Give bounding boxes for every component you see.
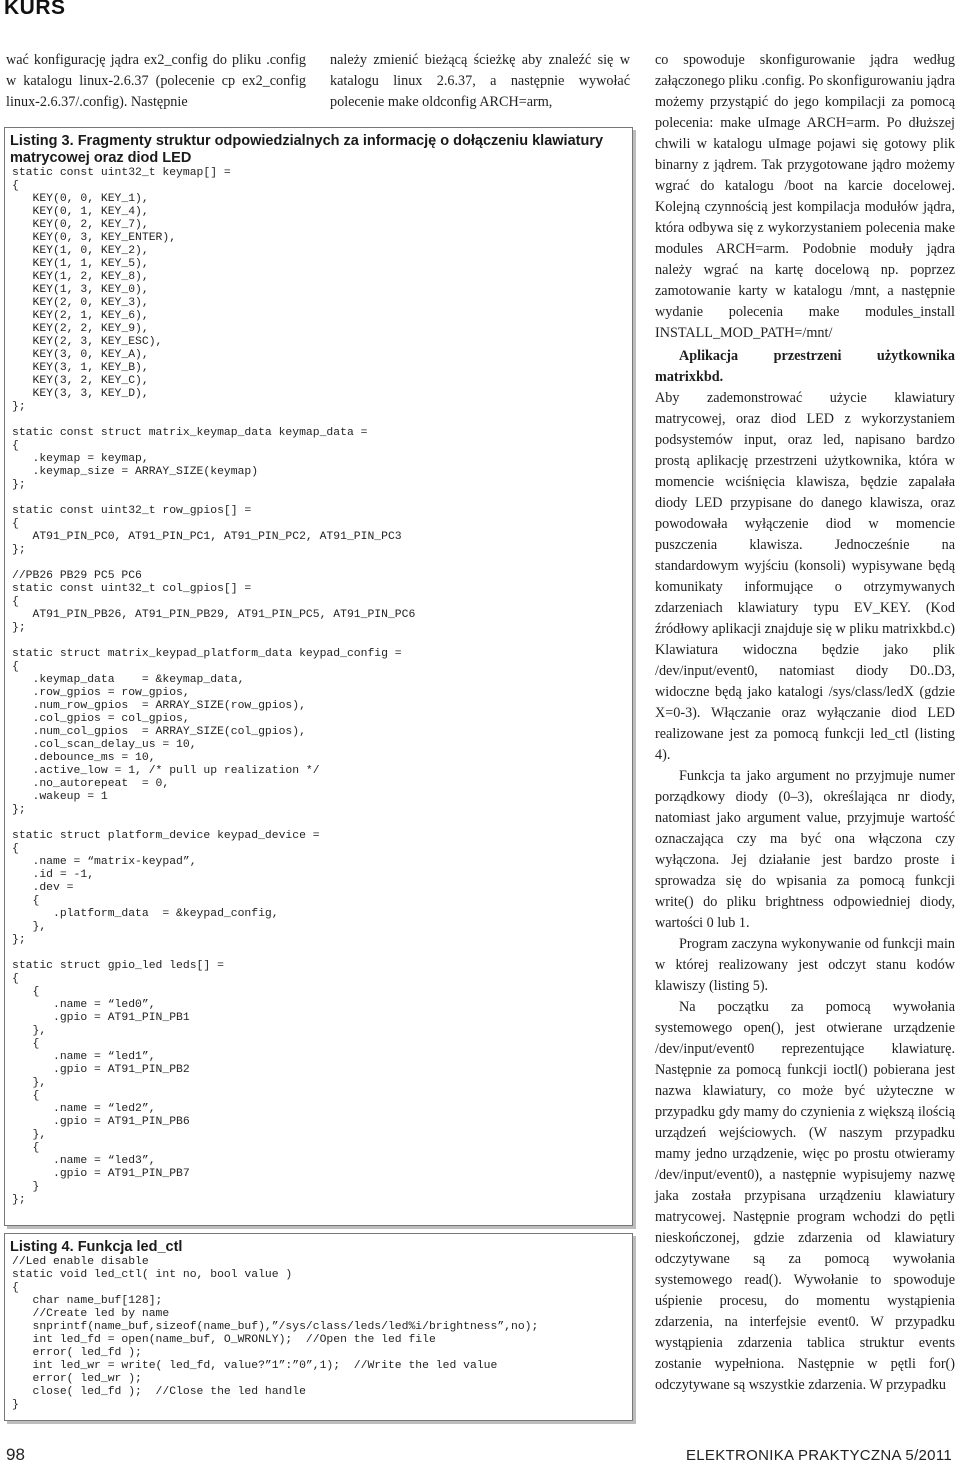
subheading-text: Aplikacja przestrzeni użytkownika matrixkbd. [655,348,955,385]
listing-4-caption: Funkcja led_ctl [77,1239,183,1255]
paragraph: Aby zademonstrować użycie klawiatury matrycowej, oraz diod LED z wykorzystaniem podsystemów input, oraz led, napisano bardzo prostą aplikację przestrzeni użytkownika, która w momencie wciśnięcia klawisza, będzie zapalała diody LED przypisane do danego klawisza, oraz powodowała wyłączenie diod w momencie puszczenia klawisza. Jednocześnie na standardowym wyjściu (konsoli) wypisywane będą komunikaty informujące o otrzymywanych zdarzeniach klawiatury typu EV_KEY. (Kod źródłowy aplikacji znajduje się w pliku matrixkbd.c) Klawiatura widoczna będzie jako plik /dev/input/event0, natomiast diody D0..D3, widoczne będą jako katalogi /sys/class/ledX (gdzie X=0-3). Włączanie oraz wyłączanie diod LED realizowane jest za pomocą funkcji led_ctl (listing 4). [655,390,955,763]
listing-4-code: //Led enable disable static void led_ctl( int no, bool value ) { char name_buf[128]; //Create led by name snprintf(name_buf,sizeof(name_buf),”/sys/class/leds/led%i/brightness”,no); int led_fd = open(name_buf, O_WRONLY); //Open the led file error( led_fd ); int led_wr = write( led_fd, value?”1”:”0”,1); //Write the led value error( led_wr ); close( led_fd ); //Close the led handle } [12,1256,539,1411]
paragraph: Funkcja ta jako argument no przyjmuje numer porządkowy diody (0–3), określająca nr diody, natomiast jako argument value, przyjmuje wartość oznaczająca czy ma być ona włączona czy wyłączona. Jej działanie jest bardzo proste i sprowadza się do wpisania za pomocą funkcji write() do pliku brightness odpowiedniej diody, wartości 0 lub 1. [655,768,955,931]
page-header [0,0,960,22]
magazine-footer: ELEKTRONIKA PRAKTYCZNA 5/2011 [685,1447,952,1464]
listing-4-label: Listing 4. [10,1239,74,1255]
section-title: KURS [4,0,66,19]
subheading [655,346,955,388]
paragraph: Program zaczyna wykonywanie od funkcji main w której realizowany jest odczyt stanu kodów klawiszy (listing 5). [655,936,955,994]
page-number: 98 [6,1445,25,1464]
listing-4-title [10,1239,627,1256]
listing-3-label: Listing 3. [10,133,74,149]
listing-3-box [4,127,633,1226]
listing-3-title [10,133,627,167]
paragraph: należy zmienić bieżącą ścieżkę aby znaleźć się w katalogu linux 2.6.37, a następnie wywołać polecenie make oldconfig ARCH=arm, [330,52,630,110]
paragraph: co spowoduje skonfigurowanie jądra według załączonego pliku .config. Po skonfigurowaniu jądra możemy przystąpić do jego kompilacji za pomocą polecenia: make uImage ARCH=arm. Po dłuższej chwili w katalogu uImage pojawi się gotowy plik binarny z jądrem. Tak przygotowane jądro możemy wgrać do katalogu /boot na karcie docelowej. Kolejną czynnością jest kompilacja modułów jądra, która odbywa się z wykorzystaniem polecenia make modules ARCH=arm. Podobnie moduły jądra należy wgrać na kartę docelową np. poprzez zamotowanie karty w katalogu /mnt, a następnie wydanie polecenia make modules_install INSTALL_MOD_PATH=/mnt/ [655,52,955,341]
listing-3-code: static const uint32_t keymap[] = { KEY(0, 0, KEY_1), KEY(0, 1, KEY_4), KEY(0, 2, KEY_7), KEY(0, 3, KEY_ENTER), KEY(1, 0, KEY_2), KEY(1, 1, KEY_5), KEY(1, 2, KEY_8), KEY(1, 3, KEY_0), KEY(2, 0, KEY_3), KEY(2, 1, KEY_6), KEY(2, 2, KEY_9), KEY(2, 3, KEY_ESC), KEY(3, 0, KEY_A), KEY(3, 1, KEY_B), KEY(3, 2, KEY_C), KEY(3, 3, KEY_D), }; static const struct matrix_keymap_data keymap_data = { .keymap = keymap, .keymap_size = ARRAY_SIZE(keymap) }; static const uint32_t row_gpios[] = { AT91_PIN_PC0, AT91_PIN_PC1, AT91_PIN_PC2, AT91_PIN_PC3 }; //PB26 PB29 PC5 PC6 static const uint32_t col_gpios[] = { AT91_PIN_PB26, AT91_PIN_PB29, AT91_PIN_PC5, AT91_PIN_PC6 }; static struct matrix_keypad_platform_data keypad_config = { .keymap_data = &keymap_data, .row_gpios = row_gpios, .num_row_gpios = ARRAY_SIZE(row_gpios), .col_gpios = col_gpios, .num_col_gpios = ARRAY_SIZE(col_gpios), .col_scan_delay_us = 10, .debounce_ms = 10, .active_low = 1, /* pull up realization */ .no_autorepeat = 0, .wakeup = 1 }; static struct platform_device keypad_device = { .name = “matrix-keypad”, .id = -1, .dev = { .platform_data = &keypad_config, }, }; static struct gpio_led leds[] = { { .name = “led0”, .gpio = AT91_PIN_PB1 }, { .name = “led1”, .gpio = AT91_PIN_PB2 }, { .name = “led2”, .gpio = AT91_PIN_PB6 }, { .name = “led3”, .gpio = AT91_PIN_PB7 } }; [12,167,416,1206]
paragraph: Na początku za pomocą wywołania systemowego open(), jest otwierane urządzenie /dev/input/event0 reprezentujące klawiaturę. Następnie za pomocą funkcji ioctl() pobierana jest nazwa klawiatury, co może być użyteczne w przypadku gdy mamy do czynienia z większą ilością urządzeń wejściowych. (W naszym przypadku mamy jedno urządzenie, więc po prostu otwieramy /dev/input/event0), a następnie wypisujemy nazwę jaka została przypisana urządzeniu klawiatury matrycowej. Następnie program wchodzi do pętli nieskończonej, gdzie zdarzenia od klawiatury odczytywane są za pomocą wywołania systemowego read(). Wywołanie to spowoduje uśpienie procesu, do momentu wystąpienia zdarzenia, na interfejsie event0. W przypadku wystąpienia zdarzenia tablica struktur events zostanie wypełniona. Następnie w pętli for() odczytywane są wszystkie zdarzenia. W przypadku [655,999,955,1393]
paragraph: wać konfigurację jądra ex2_config do pliku .config w katalogu linux-2.6.37 (polecenie cp ex2_config linux-2.6.37/.config). Następnie [6,52,306,110]
listing-4-box [4,1233,633,1421]
listing-3-caption: Fragmenty struktur odpowiedzialnych za informację o dołączeniu klawiatury matrycowej oraz diod LED [10,133,604,166]
column-2-top-text [330,50,630,113]
column-1-top-text [6,50,306,113]
column-3-text [655,50,955,1396]
